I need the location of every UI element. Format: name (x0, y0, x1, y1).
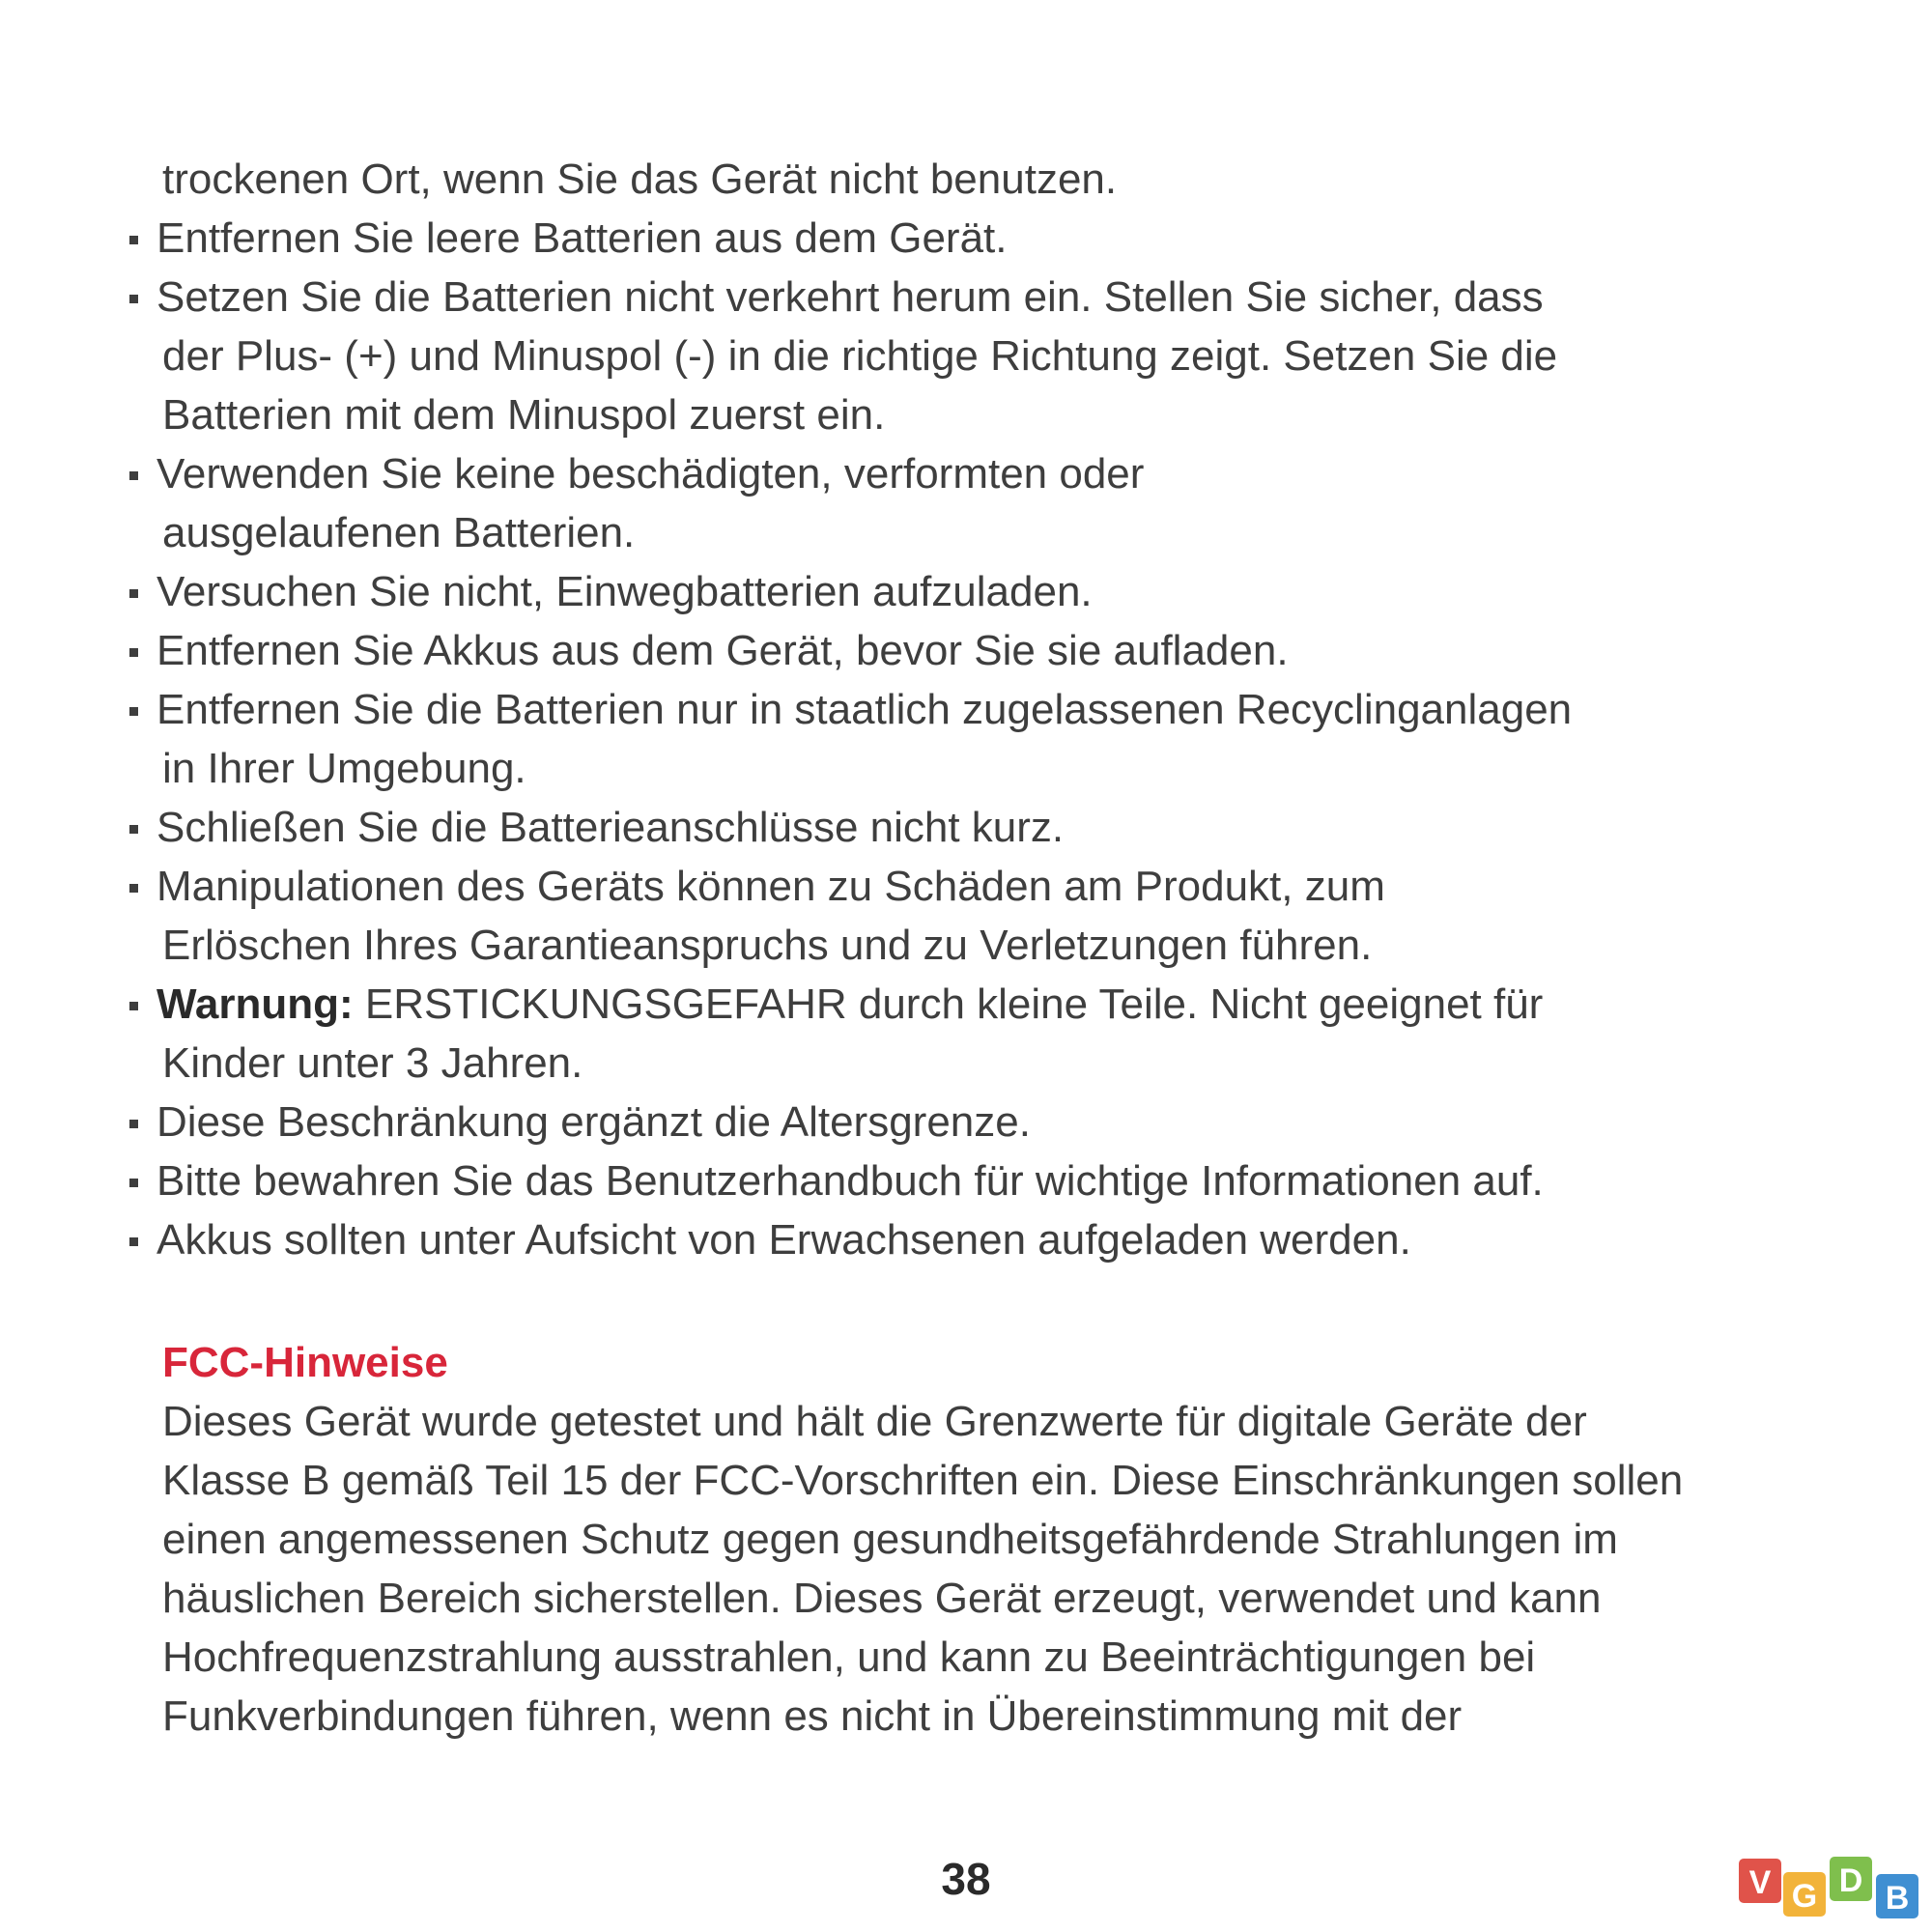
warning-item (126, 975, 1787, 1093)
bullet-line: Kinder unter 3 Jahren. (162, 1039, 583, 1087)
list-item (126, 1093, 1787, 1151)
list-item (126, 268, 1787, 444)
bullet-line: Setzen Sie die Batterien nicht verkehrt herum ein. Stellen Sie sicher, dass (156, 273, 1544, 321)
bullet-line: Erlöschen Ihres Garantieanspruchs und zu Verletzungen führen. (162, 922, 1373, 969)
warning-text: ERSTICKUNGSGEFAHR durch kleine Teile. Nicht geeignet für (353, 980, 1544, 1028)
bullet-line: Entfernen Sie leere Batterien aus dem Gerät. (156, 214, 1008, 262)
fcc-line: Klasse B gemäß Teil 15 der FCC-Vorschriften ein. Diese Einschränkungen sollen (162, 1457, 1684, 1504)
safety-bullet-list (126, 209, 1787, 1269)
bullet-line (156, 975, 1787, 1034)
logo-tile-g (1783, 1872, 1826, 1917)
logo-letter: V (1748, 1864, 1772, 1901)
fcc-paragraph (162, 1392, 1804, 1746)
bullet-line: ausgelaufenen Batterien. (162, 509, 636, 556)
bullet-line: Akkus sollten unter Aufsicht von Erwachsenen aufgeladen werden. (156, 1216, 1411, 1264)
list-item (126, 621, 1787, 680)
fcc-line: Funkverbindungen führen, wenn es nicht in Übereinstimmung mit der (162, 1692, 1463, 1740)
bullet-line: Batterien mit dem Minuspol zuerst ein. (162, 391, 886, 439)
bullet-line: Manipulationen des Geräts können zu Schäden am Produkt, zum (156, 863, 1385, 910)
list-item (126, 209, 1787, 268)
bullet-line: Bitte bewahren Sie das Benutzerhandbuch für wichtige Informationen auf. (156, 1157, 1544, 1205)
list-item (126, 444, 1787, 562)
fcc-line: häuslichen Bereich sicherstellen. Dieses Gerät erzeugt, verwendet und kann (162, 1575, 1602, 1622)
page-number: 38 (941, 1854, 991, 1904)
bullet-line: Entfernen Sie Akkus aus dem Gerät, bevor Sie sie aufladen. (156, 627, 1289, 674)
warning-label: Warnung: (156, 980, 354, 1028)
intro-line: trockenen Ort, wenn Sie das Gerät nicht benutzen. (162, 156, 1118, 203)
list-item (126, 1210, 1787, 1269)
bullet-line: Entfernen Sie die Batterien nur in staatlich zugelassenen Recyclinganlagen (156, 686, 1573, 733)
fcc-line: Dieses Gerät wurde getestet und hält die Grenzwerte für digitale Geräte der (162, 1398, 1587, 1445)
logo-tile-v (1739, 1859, 1781, 1903)
bullet-line: Versuchen Sie nicht, Einwegbatterien aufzuladen. (156, 568, 1093, 615)
logo-letter: D (1838, 1862, 1863, 1899)
fcc-line: einen angemessenen Schutz gegen gesundheitsgefährdende Strahlungen im (162, 1516, 1618, 1563)
logo-letter: G (1791, 1878, 1818, 1915)
vgdb-watermark-logo (1737, 1853, 1926, 1924)
bullet-line: Schließen Sie die Batterieanschlüsse nicht kurz. (156, 804, 1065, 851)
logo-tile-b (1876, 1874, 1918, 1918)
fcc-line: Hochfrequenzstrahlung ausstrahlen, und kann zu Beeinträchtigungen bei (162, 1634, 1536, 1681)
bullet-line: Diese Beschränkung ergänzt die Altersgrenze. (156, 1098, 1031, 1146)
list-item (126, 798, 1787, 857)
list-item (126, 680, 1787, 798)
fcc-section (162, 1333, 1804, 1746)
list-item (126, 1151, 1787, 1210)
list-item (126, 562, 1787, 621)
logo-letter: B (1885, 1880, 1910, 1917)
bullet-line: Verwenden Sie keine beschädigten, verformten oder (156, 450, 1145, 497)
logo-tile-d (1830, 1857, 1872, 1901)
bullet-line: in Ihrer Umgebung. (162, 745, 526, 792)
fcc-heading: FCC-Hinweise (162, 1339, 448, 1386)
list-item (126, 857, 1787, 975)
bullet-line: der Plus- (+) und Minuspol (-) in die richtige Richtung zeigt. Setzen Sie die (162, 332, 1558, 380)
